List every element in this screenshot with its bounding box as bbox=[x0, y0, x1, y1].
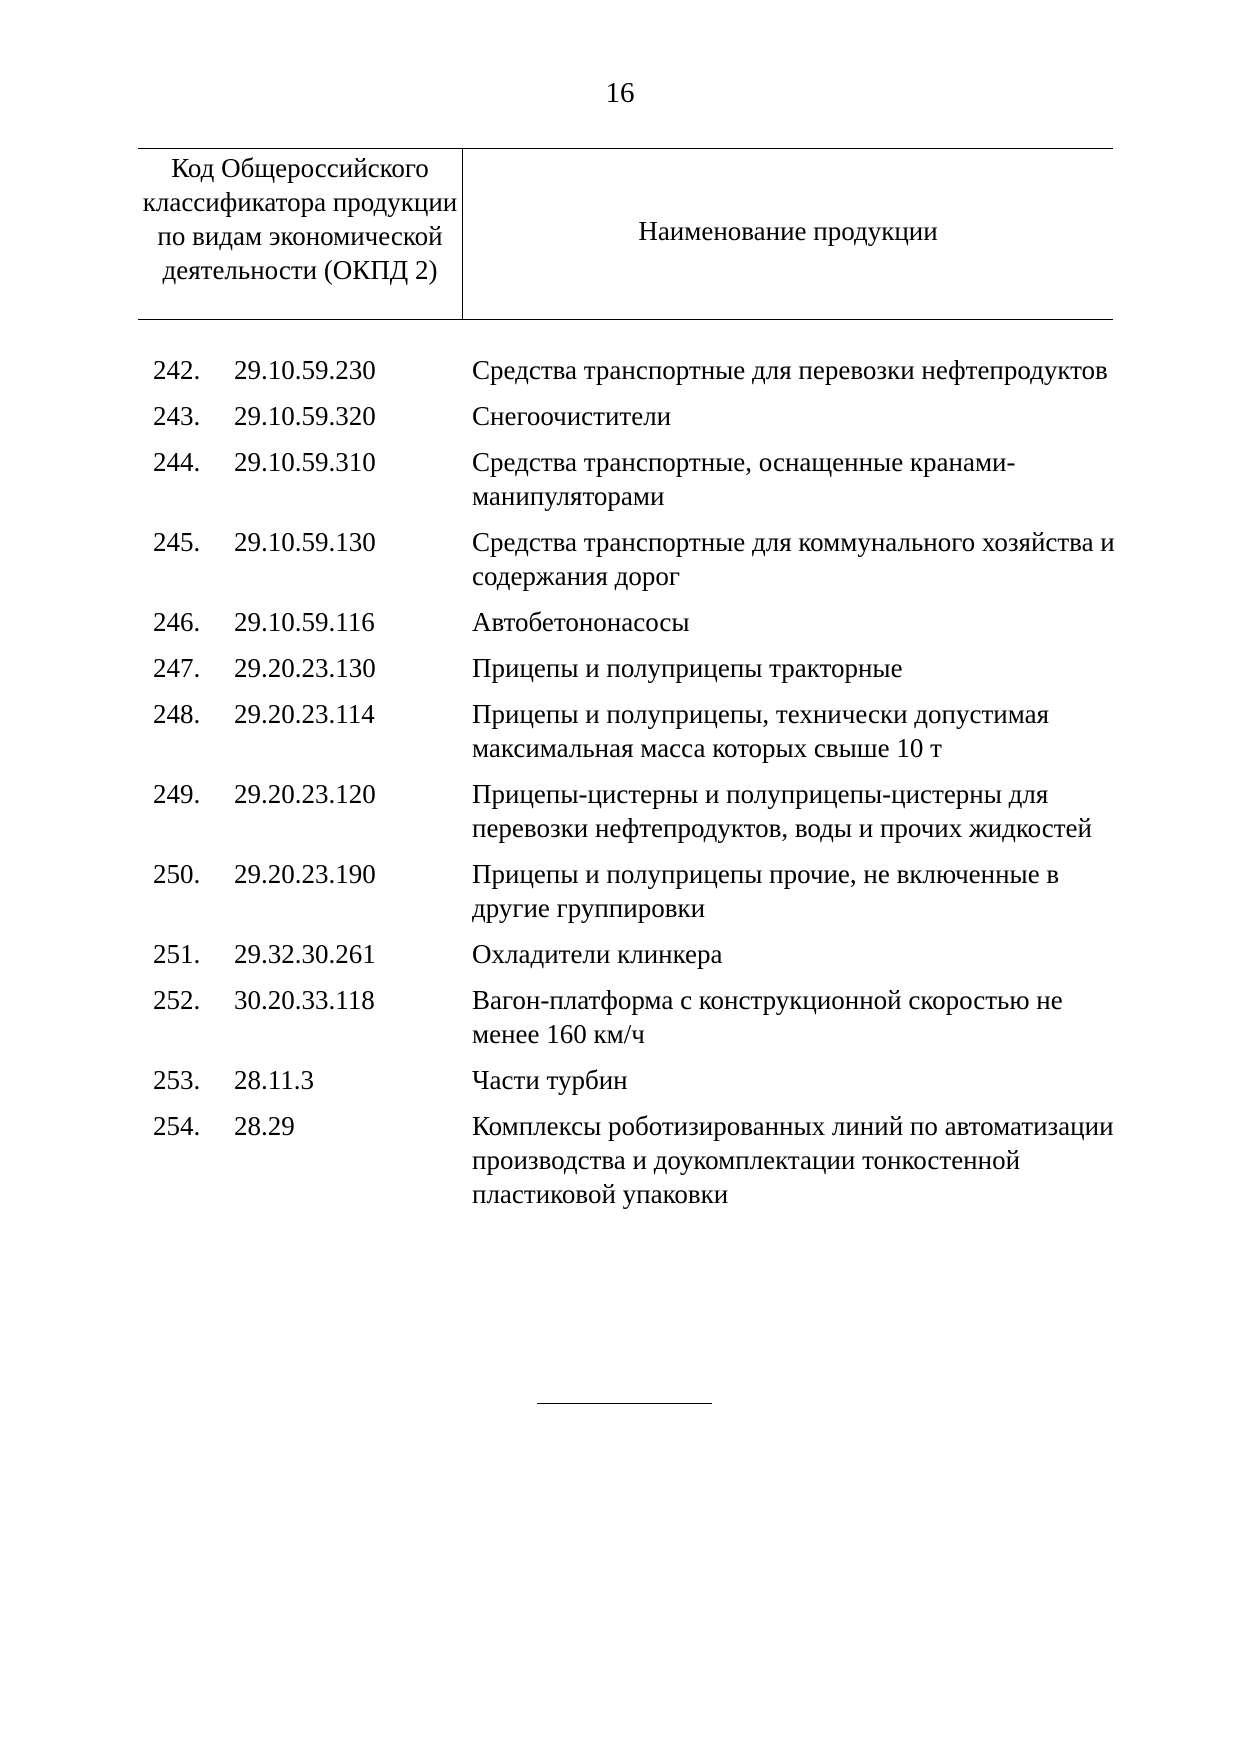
row-code: 29.20.23.120 bbox=[234, 779, 376, 809]
table-row bbox=[0, 937, 1240, 971]
row-code: 29.20.23.114 bbox=[234, 699, 375, 729]
row-code: 29.10.59.116 bbox=[234, 607, 375, 637]
row-code: 29.20.23.130 bbox=[234, 653, 376, 683]
row-name: Прицепы и полуприцепы тракторные bbox=[472, 653, 903, 683]
header-name-label: Наименование продукции bbox=[638, 216, 938, 246]
row-code: 29.32.30.261 bbox=[234, 939, 376, 969]
end-of-document-rule bbox=[537, 1403, 712, 1404]
table-row bbox=[0, 777, 1240, 845]
row-code: 29.20.23.190 bbox=[234, 859, 376, 889]
row-name: Средства транспортные для перевозки нефтепродуктов bbox=[472, 355, 1108, 385]
table-row bbox=[0, 697, 1240, 765]
table-row bbox=[0, 1063, 1240, 1097]
row-name: Охладители клинкера bbox=[472, 939, 723, 969]
row-code: 29.10.59.230 bbox=[234, 355, 376, 385]
row-name: Средства транспортные для коммунального хозяйства и содержания дорог bbox=[472, 527, 1115, 591]
row-code: 28.29 bbox=[234, 1111, 295, 1141]
table-row bbox=[0, 525, 1240, 593]
row-number: 246. bbox=[153, 607, 201, 637]
page-number: 16 bbox=[605, 77, 635, 109]
row-name: Прицепы и полуприцепы прочие, не включенные в другие группировки bbox=[472, 859, 1060, 923]
table-row bbox=[0, 605, 1240, 639]
table-body bbox=[0, 353, 1240, 1223]
row-number: 254. bbox=[153, 1111, 201, 1141]
row-name: Прицепы-цистерны и полуприцепы-цистерны для перевозки нефтепродуктов, воды и прочих жидкостей bbox=[472, 779, 1092, 843]
table-row bbox=[0, 983, 1240, 1051]
row-number: 252. bbox=[153, 985, 201, 1015]
table-row bbox=[0, 1109, 1240, 1211]
row-number: 249. bbox=[153, 779, 201, 809]
header-name-column bbox=[463, 149, 1113, 319]
row-name: Части турбин bbox=[472, 1065, 628, 1095]
row-name: Комплексы роботизированных линий по автоматизации производства и доукомплектации тонкостенной пластиковой упаковки bbox=[472, 1111, 1114, 1209]
row-number: 244. bbox=[153, 447, 201, 477]
row-name: Снегоочистители bbox=[472, 401, 672, 431]
row-number: 247. bbox=[153, 653, 201, 683]
row-code: 29.10.59.320 bbox=[234, 401, 376, 431]
row-code: 30.20.33.118 bbox=[234, 985, 375, 1015]
row-number: 245. bbox=[153, 527, 201, 557]
table-row bbox=[0, 399, 1240, 433]
row-code: 29.10.59.130 bbox=[234, 527, 376, 557]
row-number: 248. bbox=[153, 699, 201, 729]
row-code: 29.10.59.310 bbox=[234, 447, 376, 477]
row-code: 28.11.3 bbox=[234, 1065, 314, 1095]
table-header bbox=[138, 148, 1113, 320]
header-code-column: Код Общероссийского классификатора продукции по видам экономической деятельности (ОКПД 2) bbox=[138, 149, 463, 319]
row-number: 242. bbox=[153, 355, 201, 385]
row-name: Средства транспортные, оснащенные кранами-манипуляторами bbox=[472, 447, 1016, 511]
table-row bbox=[0, 857, 1240, 925]
table-row bbox=[0, 445, 1240, 513]
table-row bbox=[0, 353, 1240, 387]
row-number: 251. bbox=[153, 939, 201, 969]
table-row bbox=[0, 651, 1240, 685]
row-number: 253. bbox=[153, 1065, 201, 1095]
row-name: Вагон-платформа с конструкционной скоростью не менее 160 км/ч bbox=[472, 985, 1063, 1049]
row-number: 243. bbox=[153, 401, 201, 431]
row-name: Автобетононасосы bbox=[472, 607, 690, 637]
row-name: Прицепы и полуприцепы, технически допустимая максимальная масса которых свыше 10 т bbox=[472, 699, 1049, 763]
row-number: 250. bbox=[153, 859, 201, 889]
